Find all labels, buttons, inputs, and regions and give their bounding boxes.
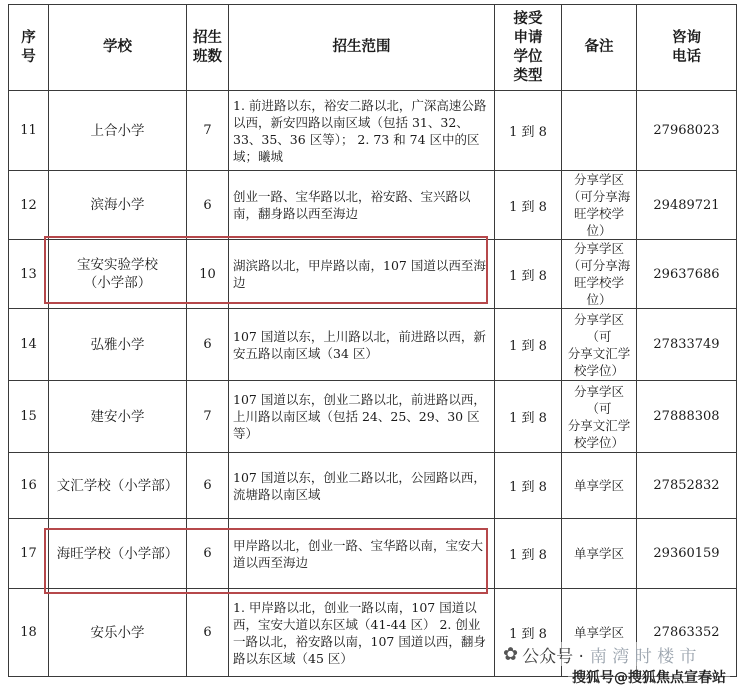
note-cell: 单享学区 xyxy=(562,519,637,589)
watermark-text-a: 公众号 · xyxy=(522,646,584,667)
classes-cell: 6 xyxy=(187,171,229,240)
area-cell: 甲岸路以北，创业一路、宝华路以南，宝安大道以西至海边 xyxy=(229,519,495,589)
header-phone: 咨询 电话 xyxy=(637,5,737,91)
seq-cell: 15 xyxy=(9,381,49,453)
header-seq: 序 号 xyxy=(9,5,49,91)
phone-cell: 29360159 xyxy=(637,519,737,589)
watermark-sohu: 搜狐号@搜狐焦点宣春站 xyxy=(568,666,730,687)
note-cell xyxy=(562,91,637,171)
watermark-public-account xyxy=(497,642,703,666)
admission-table xyxy=(8,4,737,677)
classes-cell: 6 xyxy=(187,309,229,381)
grades-cell: 1 到 8 xyxy=(495,240,562,309)
table-row xyxy=(9,453,737,519)
header-classes: 招生 班数 xyxy=(187,5,229,91)
school-cell: 宝安实验学校 （小学部） xyxy=(49,240,187,309)
phone-cell: 27968023 xyxy=(637,91,737,171)
area-cell: 107 国道以东，创业二路以北，公园路以西，流塘路以南区域 xyxy=(229,453,495,519)
classes-cell: 6 xyxy=(187,589,229,677)
watermark-text-b: 南 湾 时 楼 市 xyxy=(589,646,697,667)
school-cell: 弘雅小学 xyxy=(49,309,187,381)
note-cell: 单享学区 xyxy=(562,453,637,519)
school-cell: 海旺学校（小学部） xyxy=(49,519,187,589)
seq-cell: 16 xyxy=(9,453,49,519)
school-cell: 上合小学 xyxy=(49,91,187,171)
phone-cell: 27852832 xyxy=(637,453,737,519)
header-row xyxy=(9,5,737,91)
header-note: 备注 xyxy=(562,5,637,91)
phone-cell: 27863352 xyxy=(637,589,737,677)
phone-cell: 29489721 xyxy=(637,171,737,240)
grades-cell: 1 到 8 xyxy=(495,589,562,677)
header-grades: 接受 申请 学位 类型 xyxy=(495,5,562,91)
area-cell: 107 国道以东，创业二路以北，前进路以西，上川路以南区域（包括 24、25、29、30 区等） xyxy=(229,381,495,453)
area-cell: 1. 前进路以东，裕安二路以北，广深高速公路以西，新安四路以南区域（包括 31、32、33、35、36 区等）； 2. 73 和 74 区中的区域；曦城 xyxy=(229,91,495,171)
note-cell: 分享学区（可 分享文汇学 校学位） xyxy=(562,381,637,453)
school-cell: 文汇学校（小学部） xyxy=(49,453,187,519)
grades-cell: 1 到 8 xyxy=(495,91,562,171)
area-cell: 107 国道以东，上川路以北，前进路以西，新安五路以南区域（34 区） xyxy=(229,309,495,381)
area-cell: 创业一路、宝华路以北，裕安路、宝兴路以南，翻身路以西至海边 xyxy=(229,171,495,240)
seq-cell: 12 xyxy=(9,171,49,240)
grades-cell: 1 到 8 xyxy=(495,453,562,519)
seq-cell: 13 xyxy=(9,240,49,309)
school-cell: 建安小学 xyxy=(49,381,187,453)
note-cell: 单享学区 xyxy=(562,589,637,677)
phone-cell: 27888308 xyxy=(637,381,737,453)
header-area: 招生范围 xyxy=(229,5,495,91)
seq-cell: 11 xyxy=(9,91,49,171)
header-school: 学校 xyxy=(49,5,187,91)
table-row xyxy=(9,519,737,589)
school-cell: 安乐小学 xyxy=(49,589,187,677)
grades-cell: 1 到 8 xyxy=(495,381,562,453)
grades-cell: 1 到 8 xyxy=(495,171,562,240)
classes-cell: 10 xyxy=(187,240,229,309)
grades-cell: 1 到 8 xyxy=(495,519,562,589)
phone-cell: 27833749 xyxy=(637,309,737,381)
table-row xyxy=(9,309,737,381)
area-cell: 1. 甲岸路以北，创业一路以南，107 国道以西，宝安大道以东区域（41-44 区） 2. 创业一路以北，裕安路以南，107 国道以西，翻身路以东区域（45 区） xyxy=(229,589,495,677)
seq-cell: 18 xyxy=(9,589,49,677)
wechat-paw-icon: ✿ xyxy=(503,643,519,665)
seq-cell: 14 xyxy=(9,309,49,381)
grades-cell: 1 到 8 xyxy=(495,309,562,381)
note-cell: 分享学区 （可分享海 旺学校学位） xyxy=(562,171,637,240)
school-cell: 滨海小学 xyxy=(49,171,187,240)
classes-cell: 7 xyxy=(187,381,229,453)
table-row xyxy=(9,240,737,309)
table-row xyxy=(9,171,737,240)
classes-cell: 7 xyxy=(187,91,229,171)
note-cell: 分享学区 （可分享海 旺学校学位） xyxy=(562,240,637,309)
classes-cell: 6 xyxy=(187,453,229,519)
note-cell: 分享学区（可 分享文汇学 校学位） xyxy=(562,309,637,381)
area-cell: 湖滨路以北，甲岸路以南，107 国道以西至海边 xyxy=(229,240,495,309)
table-row xyxy=(9,381,737,453)
seq-cell: 17 xyxy=(9,519,49,589)
phone-cell: 29637686 xyxy=(637,240,737,309)
table-row xyxy=(9,91,737,171)
classes-cell: 6 xyxy=(187,519,229,589)
